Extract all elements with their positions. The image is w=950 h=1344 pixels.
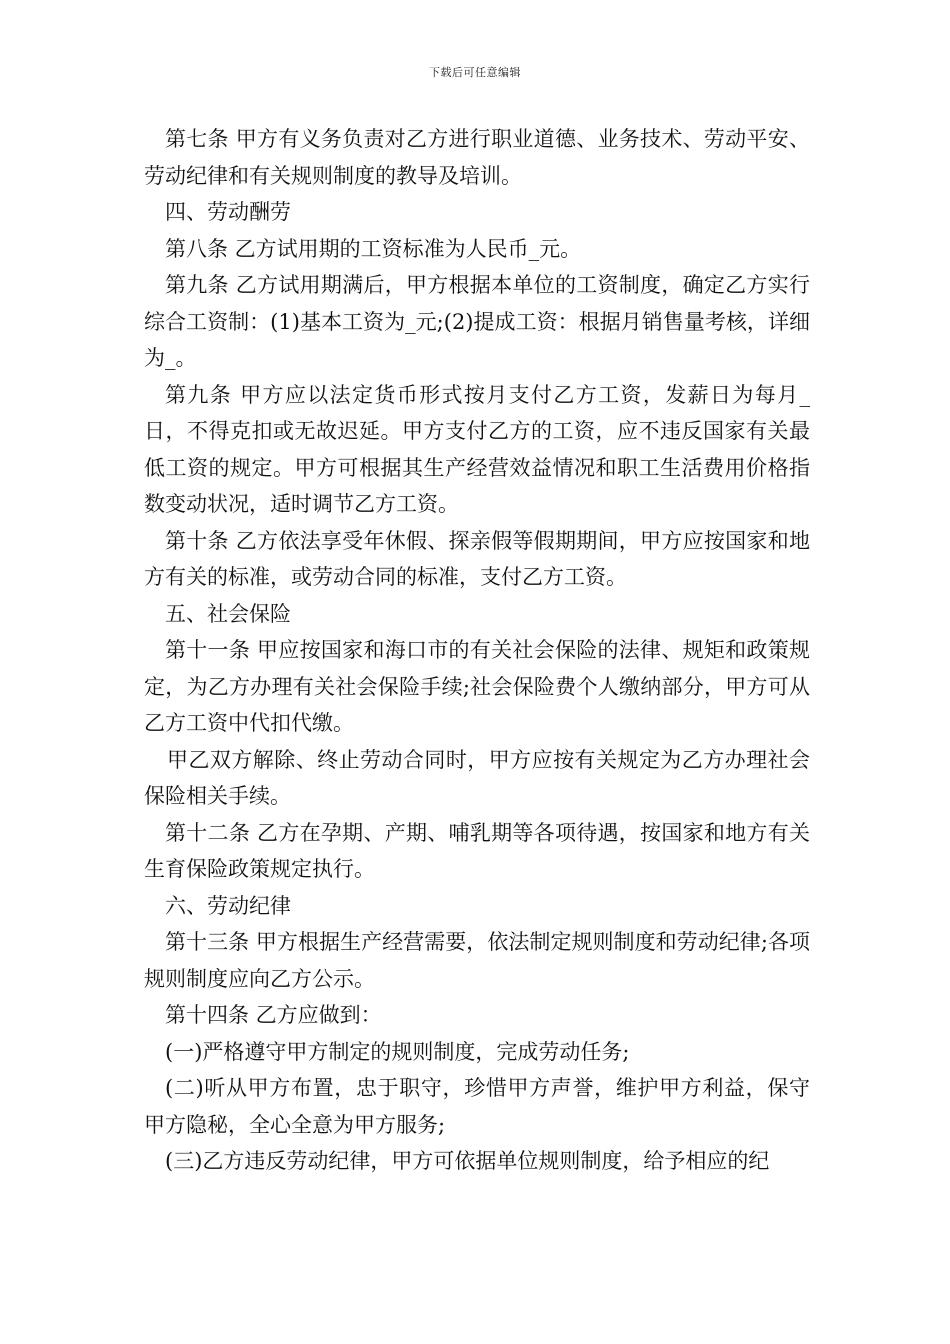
document-body [144, 121, 810, 1180]
section-5-heading: 五、社会保险 [165, 601, 291, 626]
article-10: 第十条 乙方依法享受年休假、探亲假等假期期间，甲方应按国家和地方有关的标准，或劳动合同的标准，支付乙方工资。 [144, 528, 810, 589]
article-7: 第七条 甲方有义务负责对乙方进行职业道德、业务技术、劳动平安、劳动纪律和有关规则制度的教导及培训。 [144, 127, 810, 188]
article-13: 第十三条 甲方根据生产经营需要，依法制定规则制度和劳动纪律;各项规则制度应向乙方公示。 [144, 930, 810, 991]
article-14-item-3: (三)乙方违反劳动纪律，甲方可依据单位规则制度，给予相应的纪 [165, 1149, 770, 1173]
section-4-heading: 四、劳动酬劳 [165, 200, 291, 224]
section-6-heading: 六、劳动纪律 [165, 893, 291, 918]
article-8: 第八条 乙方试用期的工资标准为人民币_元。 [165, 236, 582, 261]
article-9b: 第九条 甲方应以法定货币形式按月支付乙方工资，发薪日为每月_日，不得克扣或无故迟延。甲方支付乙方的工资，应不违反国家有关最低工资的规定。甲方可根据其生产经营效益情况和职工生活费用价格指数变动状况，适时调节乙方工资。 [144, 382, 810, 516]
article-9a: 第九条 乙方试用期满后，甲方根据本单位的工资制度，确定乙方实行综合工资制：(1)基本工资为_元;(2)提成工资：根据月销售量考核，详细为_。 [144, 273, 810, 370]
article-14-item-1: (一)严格遵守甲方制定的规则制度，完成劳动任务; [165, 1039, 630, 1064]
article-14-item-2: (二)听从甲方布置，忠于职守，珍惜甲方声誉，维护甲方利益，保守甲方隐秘，全心全意为甲方服务; [144, 1076, 810, 1137]
article-11: 第十一条 甲应按国家和海口市的有关社会保险的法律、规矩和政策规定，为乙方办理有关社会保险手续;社会保险费个人缴纳部分，甲方可从乙方工资中代扣代缴。 [144, 638, 810, 735]
article-11-continued: 甲乙双方解除、终止劳动合同时，甲方应按有关规定为乙方办理社会保险相关手续。 [144, 747, 810, 808]
article-12: 第十二条 乙方在孕期、产期、哺乳期等各项待遇，按国家和地方有关生育保险政策规定执行。 [144, 820, 810, 881]
article-14: 第十四条 乙方应做到： [165, 1003, 382, 1027]
page-header: 下载后可任意编辑 [429, 66, 521, 79]
